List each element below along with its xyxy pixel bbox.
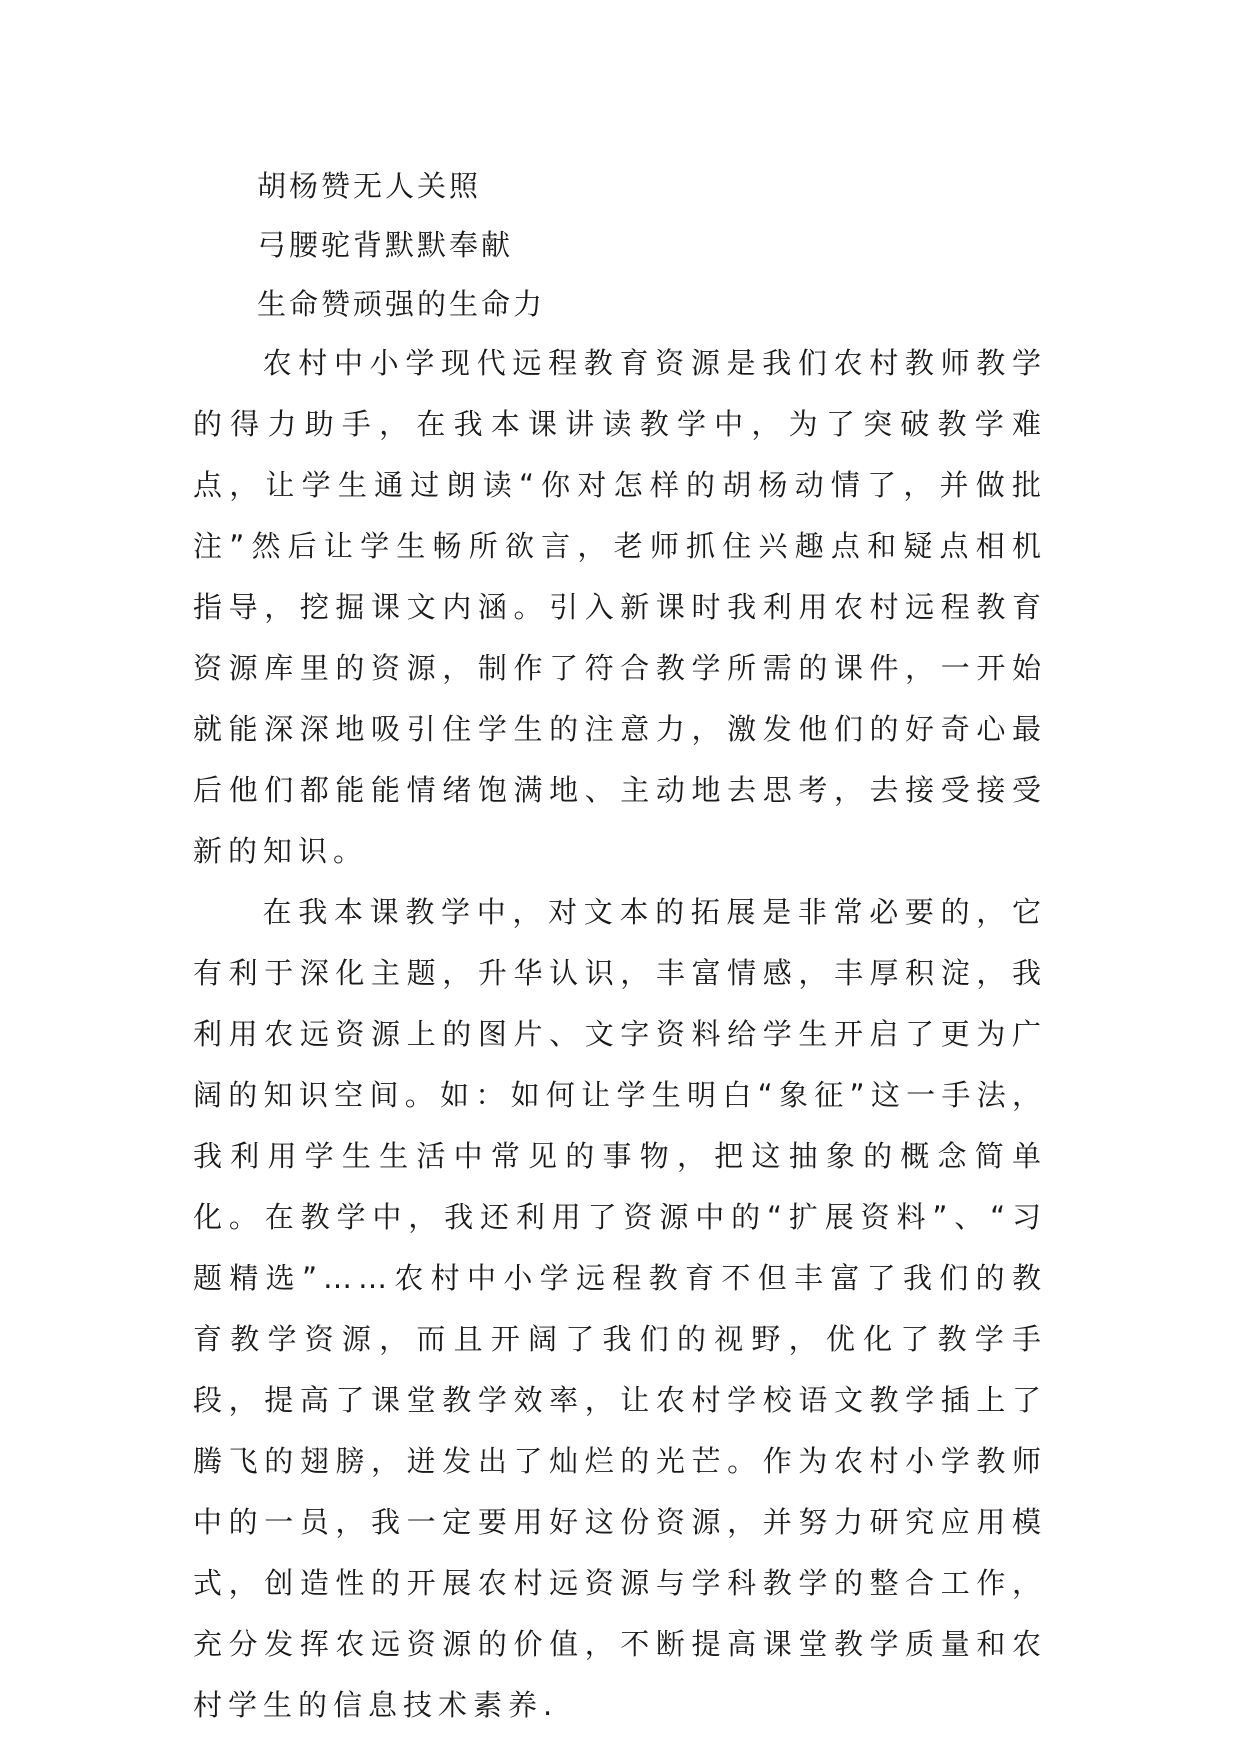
outline-line-2: 弓腰驼背默默奉献 xyxy=(257,228,514,262)
body-text xyxy=(193,333,1047,1736)
paragraph-1: 农村中小学现代远程教育资源是我们农村教师教学的得力助手，在我本课讲读教学中，为了突破教学难点，让学生通过朗读“你对怎样的胡杨动情了，并做批注”然后让学生畅所欲言，老师抓住兴趣点和疑点相机指导，挖掘课文内涵。引入新课时我利用农村远程教育资源库里的资源，制作了符合教学所需的课件，一开始就能深深地吸引住学生的注意力，激发他们的好奇心最后他们都能能情绪饱满地、主动地去思考，去接受接受新的知识。 xyxy=(193,346,1047,868)
paragraph-2: 在我本课教学中，对文本的拓展是非常必要的，它有利于深化主题，升华认识，丰富情感，丰厚积淀，我利用农远资源上的图片、文字资料给学生开启了更为广阔的知识空间。如：如何让学生明白“象征”这一手法，我利用学生生活中常见的事物，把这抽象的概念简单化。在教学中，我还利用了资源中的“扩展资料”、“习题精选”……农村中小学远程教育不但丰富了我们的教育教学资源，而且开阔了我们的视野，优化了教学手段，提高了课堂教学效率，让农村学校语文教学插上了腾飞的翅膀，迸发出了灿烂的光芒。作为农村小学教师中的一员，我一定要用好这份资源，并努力研究应用模式，创造性的开展农村远资源与学科教学的整合工作，充分发挥农远资源的价值，不断提高课堂教学质量和农村学生的信息技术素养. xyxy=(193,895,1047,1722)
outline-line-1: 胡杨赞无人关照 xyxy=(257,169,482,203)
board-outline xyxy=(257,157,857,334)
outline-line-3: 生命赞顽强的生命力 xyxy=(257,287,546,321)
